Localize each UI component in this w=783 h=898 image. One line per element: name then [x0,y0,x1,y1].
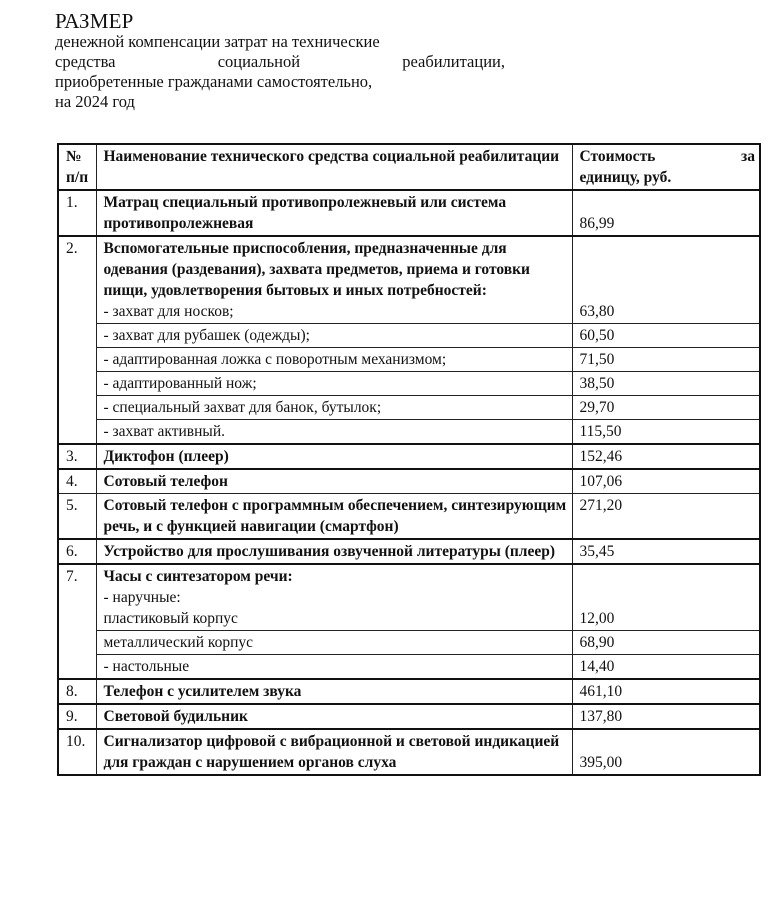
row-price: 395,00 [572,729,760,775]
row-num: 6. [58,539,96,564]
row-num: 5. [58,494,96,540]
row-name: Сигнализатор цифровой с вибрационной и световой индикацией для граждан с нарушением органов слуха [96,729,572,775]
row-price: 86,99 [572,190,760,236]
table-row [58,494,760,540]
row-name: - специальный захват для банок, бутылок; [96,396,572,420]
table-row [58,704,760,729]
table-row [58,469,760,494]
row-name: - настольные [96,655,572,680]
row-num: 7. [58,564,96,679]
row-name: Телефон с усилителем звука [96,679,572,704]
subtitle-word: реабилитации, [402,52,505,71]
row-name: - адаптированный нож; [96,372,572,396]
document-header [55,10,505,112]
subtitle-line-4: на 2024 год [55,92,135,111]
document-title: РАЗМЕР [55,9,134,33]
table-row [58,236,760,324]
table-row [58,655,760,680]
table-row [58,372,760,396]
row-price: 137,80 [572,704,760,729]
row-num: 1. [58,190,96,236]
row-price: 152,46 [572,444,760,469]
header-price: Стоимость за единицу, руб. [572,144,760,190]
row-num: 9. [58,704,96,729]
row-price: 35,45 [572,539,760,564]
row-name: Часы с синтезатором речи: - наручные: пластиковый корпус [96,564,572,631]
row-num: 10. [58,729,96,775]
row-price: 29,70 [572,396,760,420]
header-num: № п/п [58,144,96,190]
row-name: Световой будильник [96,704,572,729]
row-name: Диктофон (плеер) [96,444,572,469]
row-price: 63,80 [572,236,760,324]
row-name: Устройство для прослушивания озвученной литературы (плеер) [96,539,572,564]
table-row [58,539,760,564]
row-price: 14,40 [572,655,760,680]
table-row [58,348,760,372]
row-name: Сотовый телефон [96,469,572,494]
row-num: 3. [58,444,96,469]
row-name: Сотовый телефон с программным обеспечением, синтезирующим речь, и с функцией навигации (смартфон) [96,494,572,540]
compensation-table [57,143,761,776]
row-name: - адаптированная ложка с поворотным механизмом; [96,348,572,372]
row-price: 107,06 [572,469,760,494]
row-num: 4. [58,469,96,494]
subtitle-word: социальной [217,52,301,71]
row-price: 71,50 [572,348,760,372]
row-name: - захват активный. [96,420,572,445]
table-row [58,444,760,469]
subtitle-line-2 [55,52,505,72]
table-row [58,564,760,631]
row-num: 8. [58,679,96,704]
row-price: 461,10 [572,679,760,704]
table-row [58,631,760,655]
row-name: Матрац специальный противопролежневый или система противопролежневая [96,190,572,236]
row-num: 2. [58,236,96,444]
header-name: Наименование технического средства социальной реабилитации [96,144,572,190]
row-name: металлический корпус [96,631,572,655]
table-row [58,729,760,775]
table-header-row [58,144,760,190]
row-price: 68,90 [572,631,760,655]
row-price: 38,50 [572,372,760,396]
table-row [58,420,760,445]
subtitle-line-3: приобретенные гражданами самостоятельно, [55,72,373,91]
subtitle-word: средства [55,52,116,71]
table-row [58,324,760,348]
row-price: 271,20 [572,494,760,540]
row-name: Вспомогательные приспособления, предназначенные для одевания (раздевания), захвата предметов, приема и готовки пищи, удовлетворения бытовых и иных потребностей: - захват для носков; [96,236,572,324]
row-name: - захват для рубашек (одежды); [96,324,572,348]
table-row [58,679,760,704]
table-row [58,396,760,420]
row-price: 12,00 [572,564,760,631]
subtitle-line-1: денежной компенсации затрат на технические [55,32,380,51]
row-price: 60,50 [572,324,760,348]
table-row [58,190,760,236]
row-price: 115,50 [572,420,760,445]
